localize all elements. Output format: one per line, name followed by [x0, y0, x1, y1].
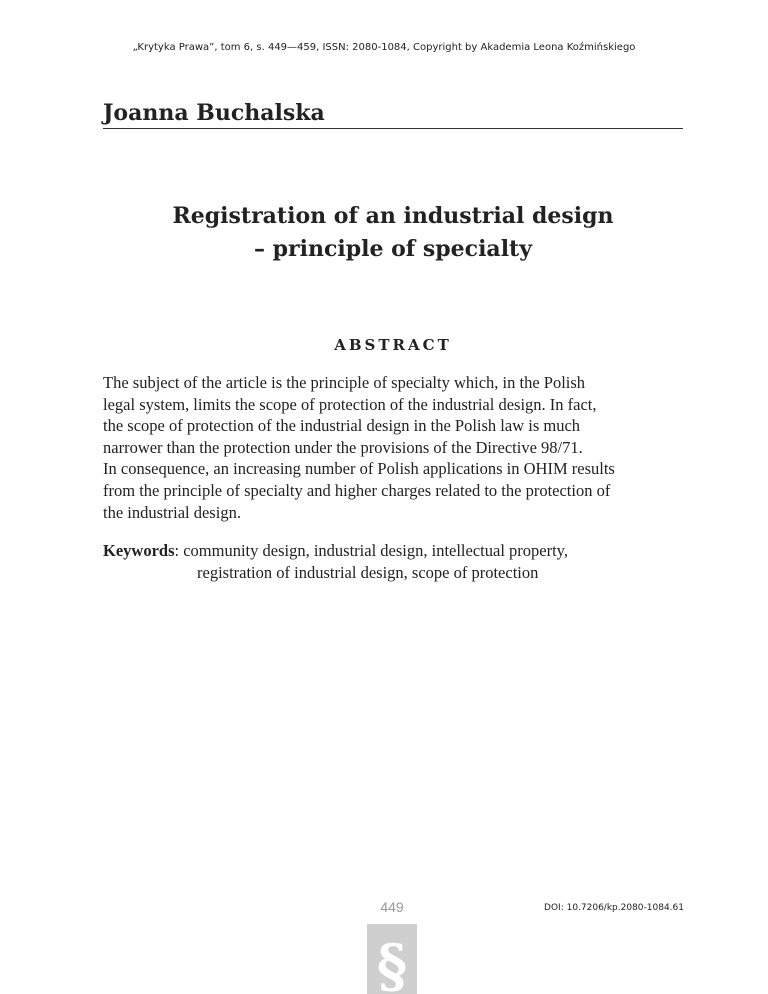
title-line: – principle of specialty: [253, 236, 532, 262]
running-head: „Krytyka Prawa”, tom 6, s. 449—459, ISSN: 2080-1084, Copyright by Akademia Leona Koźmińskiego: [132, 42, 636, 53]
section-mark-tab: [367, 924, 417, 994]
abstract-line: narrower than the protection under the provisions of the Directive 98/71.: [103, 437, 583, 457]
section-mark-icon: [367, 924, 417, 994]
keywords-block: [103, 540, 703, 583]
author-block: [103, 100, 683, 129]
section-mark-glyph: §: [376, 932, 408, 994]
abstract-line: from the principle of specialty and higher charges related to the protection of: [103, 480, 611, 500]
title-line: Registration of an industrial design: [172, 203, 614, 229]
page-number: 449: [380, 899, 404, 915]
article-title: [103, 200, 683, 266]
abstract-line: the scope of protection of the industrial design in the Polish law is much: [103, 416, 581, 436]
keywords-label: Keywords: [103, 541, 175, 560]
abstract-body: [103, 372, 683, 523]
author-name: Joanna Buchalska: [103, 100, 325, 126]
abstract-line: legal system, limits the scope of protection of the industrial design. In fact,: [103, 394, 597, 414]
abstract-line: The subject of the article is the principle of specialty which, in the Polish: [103, 373, 586, 392]
keywords-line: [103, 540, 703, 562]
abstract-heading: ABSTRACT: [334, 336, 452, 354]
doi-text: DOI: 10.7206/kp.2080-1084.61: [544, 903, 684, 913]
keywords-line: registration of industrial design, scope of protection: [197, 562, 539, 582]
abstract-line: In consequence, an increasing number of Polish applications in OHIM results: [103, 459, 615, 479]
keywords-text: : community design, industrial design, intellectual property,: [174, 541, 568, 560]
abstract-line: the industrial design.: [103, 502, 241, 522]
